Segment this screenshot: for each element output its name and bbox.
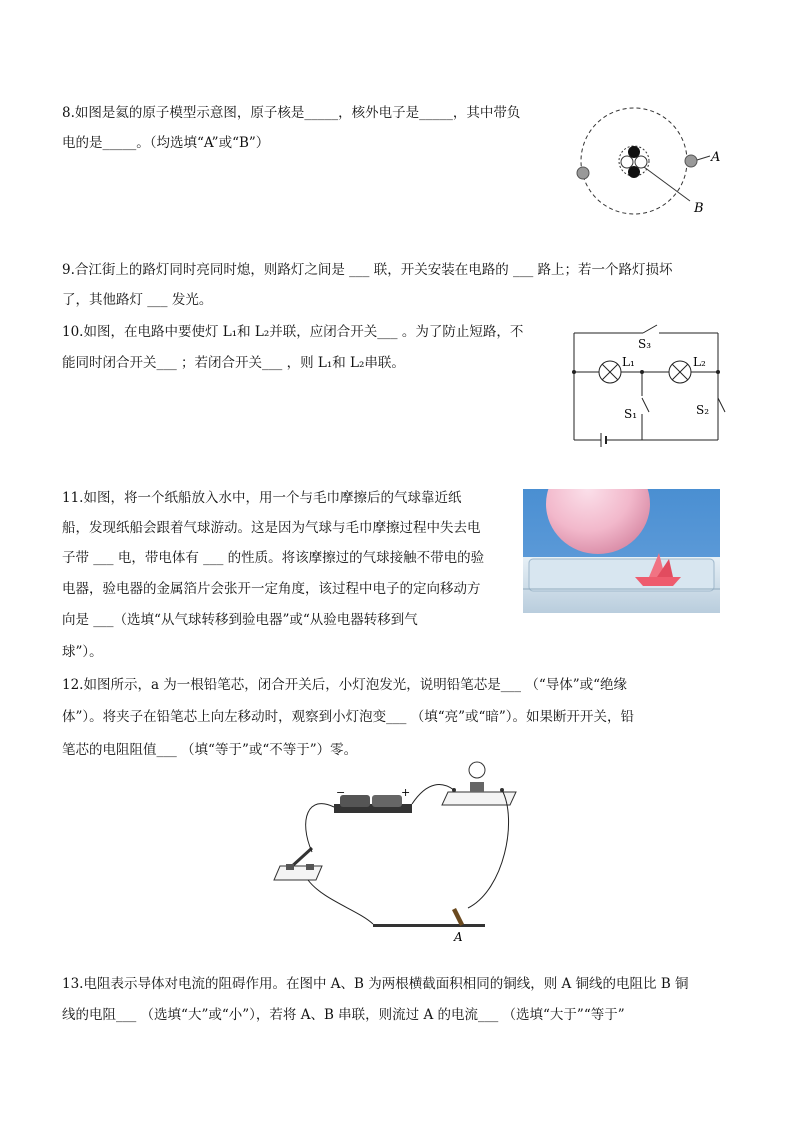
q10-line-2: 能同时闭合开关___ ；若闭合开关___ ，则 L₁和 L₂串联。 xyxy=(62,355,405,371)
q8-line-2: 电的是_____。（均选填“A”或“B”） xyxy=(62,135,270,151)
balloon xyxy=(546,489,650,554)
label-l2: L₂ xyxy=(693,355,706,369)
battery-plus: + xyxy=(401,786,411,799)
label-l1: L₁ xyxy=(622,355,635,369)
q9-line-2: 了，其他路灯 ___ 发光。 xyxy=(62,292,213,308)
label-a: A xyxy=(711,150,721,165)
q9-line-1: 9.合江街上的路灯同时亮同时熄，则路灯之间是 ___ 联，开关安装在电路的 ___ 路上；若一个路灯损坏 xyxy=(62,262,673,278)
q11-line-1: 11.如图，将一个纸船放入水中，用一个与毛巾摩擦后的气球靠近纸 xyxy=(62,490,462,506)
q12-line-1: 12.如图所示，a 为一根铅笔芯，闭合开关后，小灯泡发光，说明铅笔芯是___ （“导体”或“绝缘 xyxy=(62,677,628,693)
q12-line-3: 笔芯的电阻阻值___ （填“等于”或“不等于”）零。 xyxy=(62,742,358,758)
paper-boat xyxy=(635,577,681,586)
q11-line-5: 向是 ___（选填“从气球转移到验电器”或“从验电器转移到气 xyxy=(62,612,418,628)
q11-line-2: 船，发现纸船会跟着气球游动。这是因为气球与毛巾摩擦过程中失去电 xyxy=(62,520,481,536)
switch-board xyxy=(274,866,322,880)
pencil-lead xyxy=(373,924,485,927)
nucleus-particle xyxy=(635,156,647,168)
helium-atom-figure xyxy=(570,105,730,225)
parallel-circuit-figure xyxy=(565,320,740,450)
nucleus-particle xyxy=(621,156,633,168)
bulb-board xyxy=(442,792,516,805)
electron xyxy=(577,167,589,179)
pencil-lead-circuit-figure xyxy=(268,760,528,945)
clip xyxy=(452,908,464,926)
electron xyxy=(685,155,697,167)
q11-line-6: 球”）。 xyxy=(62,644,103,660)
q13-line-1: 13.电阻表示导体对电流的阻碍作用。在图中 A、B 为两根横截面积相同的铜线，则 A 铜线的电阻比 B 铜 xyxy=(62,976,689,992)
q8-line-1: 8.如图是氦的原子模型示意图，原子核是_____，核外电子是_____，其中带负 xyxy=(62,105,521,121)
q11-line-3: 子带 ___ 电，带电体有 ___ 的性质。将该摩擦过的气球接触不带电的验 xyxy=(62,550,485,566)
battery-minus: − xyxy=(336,786,346,799)
balloon-boat-photo xyxy=(523,489,720,613)
q11-line-4: 电器，验电器的金属箔片会张开一定角度，该过程中电子的定向移动方 xyxy=(62,581,481,597)
q12-line-2: 体”）。将夹子在铅笔芯上向左移动时，观察到小灯泡变___ （填“亮”或“暗”）。如果断开开关，铅 xyxy=(62,709,635,725)
label-s2: S₂ xyxy=(696,403,710,417)
label-b: B xyxy=(694,201,704,216)
q13-line-2: 线的电阻___ （选填“大”或“小”），若将 A、B 串联，则流过 A 的电流___ （选填“大于”“等于” xyxy=(62,1007,625,1023)
q10-line-1: 10.如图，在电路中要使灯 L₁和 L₂并联，应闭合开关___ 。为了防止短路，不 xyxy=(62,324,524,340)
light-bulb-icon xyxy=(469,762,485,778)
label-clip-a: A xyxy=(454,930,463,944)
label-s3: S₃ xyxy=(638,337,652,351)
label-s1: S₁ xyxy=(624,407,638,421)
